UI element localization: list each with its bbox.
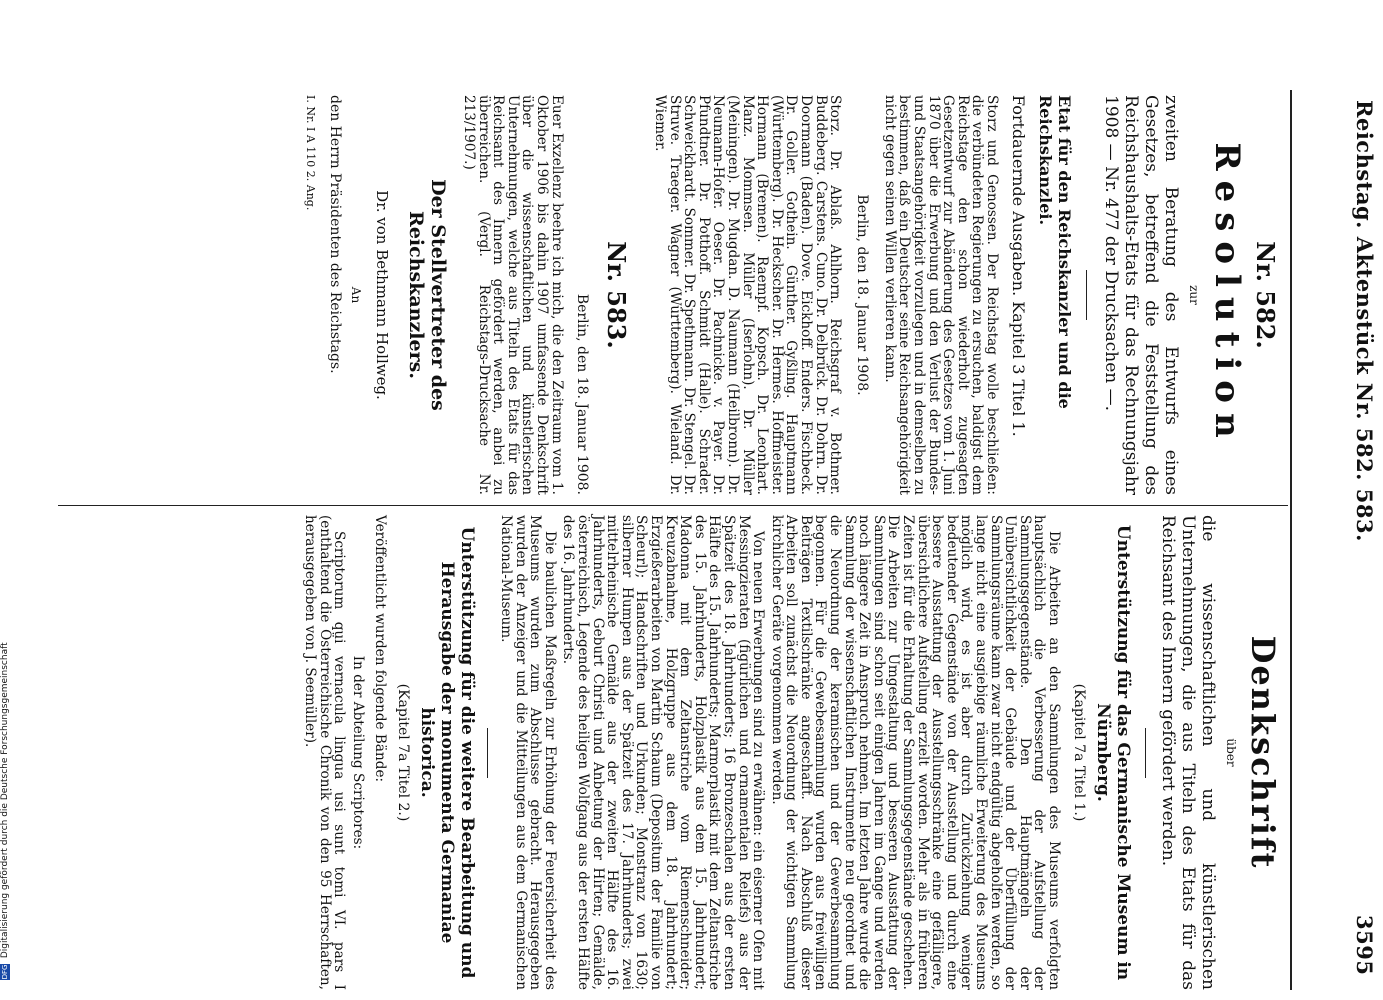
etat-heading: Etat für den Reichskanzler und die Reichskanzlei.	[1036, 95, 1074, 409]
resolution-date: Berlin, den 18. Januar 1908.	[854, 194, 871, 396]
germanisches-museum-heading: Unterstützung für das Germanische Museum in Nürnberg.	[1093, 524, 1133, 981]
museum-paragraph-1: Die Arbeiten an den Sammlungen des Museums verfolgten hauptsächlich die Verbesserung der Aufstellung der Sammlungsgegenstände. Den Hauptmängeln der Unübersichtlichkeit der Gebäude und der Überfüllung der Sammlungsräume kann zwar nicht endgültig abgeholfen werden, so lange nicht eine ausgiebige räumliche Erweiterung des Museums möglich wird, es ist aber durch Zurückziehung weniger bedeutender Gegenstände von der Ausstellung und durch eine bessere Ausstattung der Ausstellungsschränke eine gefälligere, übersichtlichere Aufstellung erzielt worden. Mehr als in früheren Zeiten ist für die Erhaltung der Sammlungsgegenstände geschehen. Die Arbeiten zur Umgestaltung und besseren Ausstattung der Sammlungen sind schon seit einigen Jahren im Gange und werden noch längere Zeit in Anspruch nehmen. Im letzten Jahre wurde die Sammlung der wissenschaftlichen Instrumente neu geordnet und die Neuordnung der keramischen und der Gewerbesammlung begonnen. Für die Gewebesammlung wurden aus freiwilligen Beiträgen Textilschränke angeschafft. Nach Abschluß dieser Arbeiten soll zunächst die Neuordnung der wichtigen Sammlung kirchlicher Geräte vorgenommen werden.	[768, 515, 1062, 990]
page-header-title: Reichstag. Aktenstück Nr. 582. 583.	[1352, 100, 1377, 542]
divider	[1086, 270, 1087, 320]
document-number-582: Nr. 582.	[1251, 241, 1280, 349]
right-column	[38, 515, 1288, 990]
cover-letter: Euer Exzellenz beehre ich mich, die den Zeitraum vom 1. Oktober 1906 bis dahin 1907 umfassende Denkschrift über die wissenschaftlichen und künstlerischen Unternehmungen, welche aus Titeln des Etats für das Reichsamt des Innern gefördert werden, anbei zu überreichen. (Vergl. Reichstags-Drucksache Nr. 213/1907.)	[460, 95, 565, 495]
fortdauernde-heading: Fortdauernde Ausgaben. Kapitel 3 Titel 1.	[1009, 95, 1028, 437]
resolution-title: Resolution	[1207, 142, 1247, 448]
kapitel-7a-titel-1: (Kapitel 7a Titel 1.)	[1071, 683, 1087, 822]
zur-label: zur	[1187, 285, 1201, 305]
kapitel-7a-titel-2: (Kapitel 7a Titel 2.)	[395, 683, 412, 822]
page-number: 3595	[1352, 915, 1377, 976]
resolution-subject: zweiten Beratung des Entwurfs eines Gesetzes, betreffend die Feststellung des Reichshaushalts-Etats für das Rechnungsjahr 1908 — Nr. 477 der Drucksachen —.	[1101, 95, 1181, 495]
divider	[1145, 728, 1146, 778]
left-column	[38, 95, 1288, 495]
monumenta-heading: Unterstützung für die weitere Bearbeitung und Herausgabe der monumenta Germaniae historica.	[417, 526, 478, 979]
veroeffentlicht-line: Veröffentlicht wurden folgende Bände:	[372, 515, 389, 783]
document-number-583: Nr. 583.	[601, 241, 631, 349]
dfg-credit-text: Digitalisierung gefördert durch die Deutsche Forschungsgemeinschaft	[0, 642, 10, 959]
dfg-footer	[0, 642, 10, 980]
abteilung-scriptores: In der Abteilung Scriptores:	[349, 655, 366, 850]
signature: Dr. von Bethmann Hollweg.	[373, 190, 392, 400]
museum-paragraph-3: Die baulichen Maßregeln zur Erhöhung der Feuersicherheit des Museums wurden zum Abschlusse gebracht. Herausgegeben wurden der Anzeiger und die Mitteilungen aus dem Germanischen National-Museum.	[498, 515, 558, 990]
signers-list: Storz. Dr. Ablaß. Ahlhorn. Reichsgraf v. Bothmer. Buddeberg. Carstens. Cuno. Dr. Delbrück. Dr. Dohrn. Dr. Doormann (Baden). Dove. Eickhoff. Enders. Fischbeck. Dr. Goller. Gothein. Günther. Gyßling. Hauptmann (Württemberg). Dr. Heckscher. Dr. Hermes. Hoffmeister. Hormann (Bremen). Raempf. Kopsch. Dr. Leonhart. Manz. Mommsen. Müller (Iserlohn). Dr. Müller (Meiningen). Dr. Mugdan. D. Naumann (Heilbronn). Dr. Neumann-Hofer. Oeser. Dr. Pachnicke. v. Payer. Dr. Pfundtner. Dr. Potthoff. Schmidt (Halle). Schrader. Schweickhardt. Sommer. Dr. Spethmann. Dr. Stengel. Dr. Struve. Traeger. Wagner (Württemberg). Wieland. Dr. Wiemer.	[652, 95, 844, 495]
ueber-label: über	[1224, 738, 1238, 767]
stellvertreter-line: Der Stellvertreter des Reichskanzlers.	[405, 179, 450, 411]
column-divider	[58, 505, 1288, 506]
scriptorum-paragraph: Scriptorum qui vernacula lingua usi sunt tomi VI. pars I (enthaltend die Österreichische Chronik von den 95 Herrschaften, herausgegeben von J. Seemüller).	[302, 515, 348, 990]
denkschrift-subject: die wissenschaftlichen und künstlerischen Unternehmungen, die aus Titeln des Etats für das Reichsamt des Innern gefördert werden.	[1158, 515, 1218, 990]
header-rule	[1290, 90, 1292, 990]
denkschrift-title: Denkschrift	[1244, 635, 1282, 870]
letter-date: Berlin, den 18. Januar 1908.	[573, 293, 590, 495]
dfg-logo: DFG	[1, 964, 9, 980]
divider	[487, 728, 488, 778]
recipient: den Herrn Präsidenten des Reichstags.	[327, 95, 344, 374]
storz-paragraph: Storz und Genossen. Der Reichstag wolle beschließen: die verbündeten Regierungen zu ersuchen, baldigst dem Reichstage den schon wiederholt zugesagten Gesetzentwurf zur Abänderung des Gesetzes vom 1. Juni 1870 über die Erwerbung und den Verlust der Bundes- und Staatsangehörigkeit vorzulegen und in demselben zu bestimmen, daß ein Deutscher seine Reichsangehörigkeit nicht gegen seinen Willen verlieren kann.	[881, 95, 1000, 495]
reference-number: I. Nr. I A 110 2. Ang.	[304, 95, 318, 211]
an-label: An	[349, 286, 364, 304]
museum-paragraph-2: Von neuen Erwerbungen sind zu erwähnen: ein eiserner Ofen mit Messingzieraten (figürlichen und ornamentalen Reliefs) aus der Spätzeit des 18. Jahrhunderts; 16 Bronzeschalen aus der ersten Hälfte des 15. Jahrhunderts; Marmorplastik mit dem Zeltanstriche des 15. Jahrhunderts, Holzplastik aus dem 15. Jahrhundert; Madonna mit dem Zeltanstriche vom Riemenschneider; Kreuzabnahme, Holzgruppe aus dem 18. Jahrhundert; Erzgießerarbeiten von Martin Schaum (Depositum der Familie von Scheurl); Handschriften und Urkunden; Monstranz von 1630; silberner Humpen aus der Spätzeit des 17. Jahrhunderts; zwei mittelrheinische Gemälde aus der zweiten Hälfte des 16. Jahrhunderts, Geburt Christi und Anbetung der Hirten; Gemälde, österreichisch, Legende des heiligen Wolfgang aus der ersten Hälfte des 16. Jahrhunderts.	[560, 515, 767, 990]
